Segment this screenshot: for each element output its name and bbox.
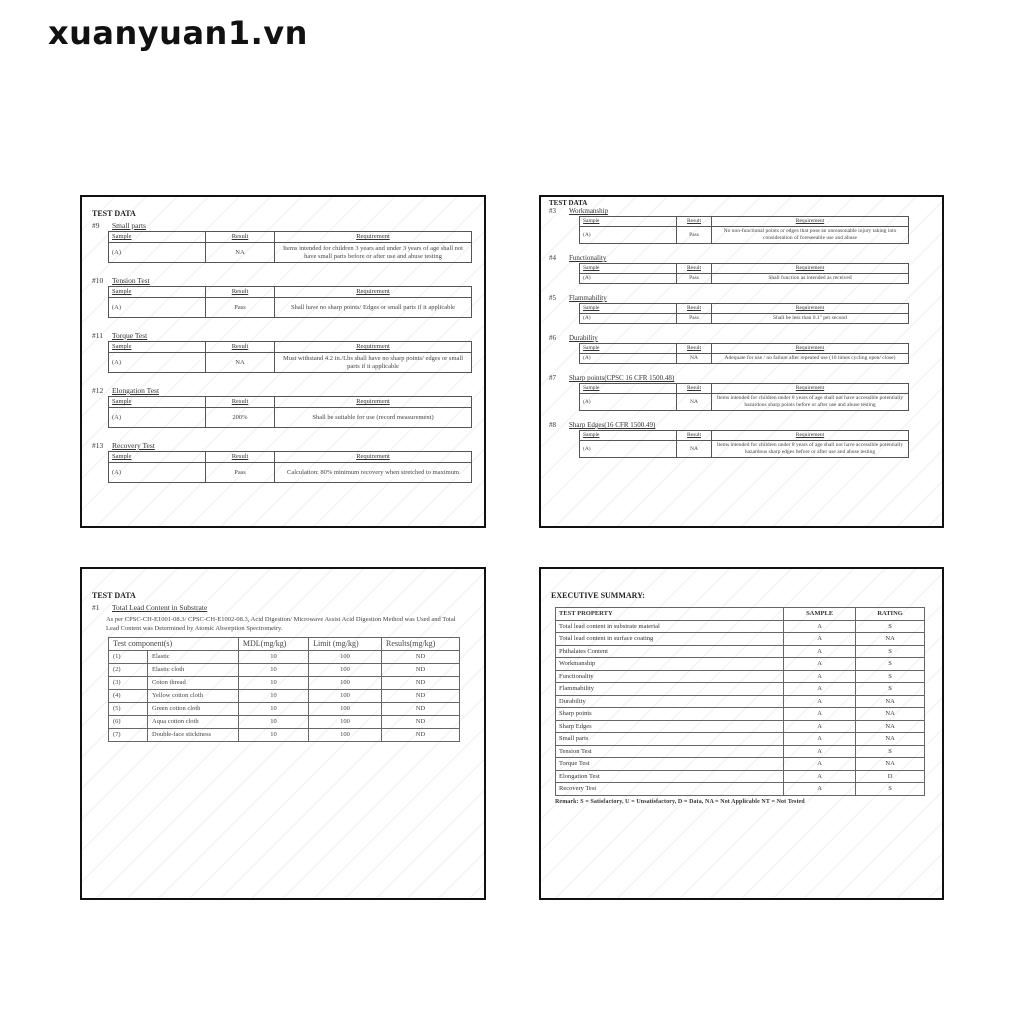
column-header: Result [677,217,712,227]
table-row [109,243,472,263]
sample-cell: (A) [109,408,206,428]
result-cell: Pass [206,463,275,483]
result-table [579,383,909,411]
property-cell: Recovery Test [556,783,784,796]
row-index: (4) [109,690,148,703]
column-header: Sample [109,287,206,298]
property-cell: Sharp Edges [556,720,784,733]
column-header: Result [206,287,275,298]
table-row [109,703,460,716]
component-cell: Yellow cotton cloth [148,690,239,703]
column-header: Requirement [275,452,472,463]
result-cell: NA [206,353,275,373]
requirement-cell: Shall be less than 0.1" per second [712,314,909,324]
result-cell: Pass [206,298,275,318]
test-section [92,386,474,428]
table-row [556,783,925,796]
section-name: Total Lead Content in Substrate [112,603,208,612]
table-row [580,394,909,411]
rating-cell: D [856,770,925,783]
limit-cell: 100 [309,716,382,729]
rating-cell: NA [856,720,925,733]
section-title [549,294,934,303]
column-header: Sample [580,431,677,441]
sample-cell: A [784,683,856,696]
rating-cell: NA [856,633,925,646]
section-number: #11 [92,331,103,340]
section-name: Flammability [569,294,607,302]
sample-cell: A [784,770,856,783]
section-number: #5 [549,294,556,302]
limit-cell: 100 [309,651,382,664]
column-header: Requirement [275,397,472,408]
executive-summary-table [555,607,925,796]
column-header: Result [206,342,275,353]
result-table [579,343,909,364]
section-title [92,603,474,613]
sample-cell: (A) [580,274,677,284]
table-header-row [580,384,909,394]
section-title [549,334,934,343]
table-header-row [580,431,909,441]
row-index: (6) [109,716,148,729]
result-cell: ND [382,703,460,716]
table-header-row [109,452,472,463]
table-row [580,441,909,458]
result-cell: ND [382,651,460,664]
section-name: Workmanship [569,207,609,215]
sample-cell: (A) [580,441,677,458]
test-section [549,421,934,458]
mdl-cell: 10 [238,716,308,729]
table-row [556,695,925,708]
column-header: Sample [580,344,677,354]
column-header: Result [677,431,712,441]
sample-cell: A [784,745,856,758]
table-row [556,658,925,671]
column-header: Result [206,397,275,408]
limit-cell: 100 [309,664,382,677]
column-header: Limit (mg/kg) [309,638,382,651]
sample-cell: (A) [109,353,206,373]
test-section [549,254,934,284]
component-cell: Elastic [148,651,239,664]
rating-cell: NA [856,733,925,746]
column-header: Result [677,344,712,354]
row-index: (1) [109,651,148,664]
mdl-cell: 10 [238,729,308,742]
column-header: Requirement [712,431,909,441]
section-number: #6 [549,334,556,342]
result-cell: Pass [677,274,712,284]
section-name: Elongation Test [112,386,160,395]
property-cell: Torque Test [556,758,784,771]
component-cell: Green cotton cloth [148,703,239,716]
table-row [109,677,460,690]
table-header-row [109,397,472,408]
section-name: Small parts [112,221,146,230]
result-cell: NA [206,243,275,263]
lead-content-table [108,637,460,742]
test-section [92,221,474,263]
table-row [109,298,472,318]
component-cell: Double-face stickiness [148,729,239,742]
result-cell: 200% [206,408,275,428]
table-row [109,651,460,664]
table-row [109,353,472,373]
column-header: Sample [109,342,206,353]
page-heading: TEST DATA [92,591,136,600]
sample-cell: (A) [109,243,206,263]
mdl-cell: 10 [238,664,308,677]
column-header: Requirement [712,384,909,394]
table-row [556,645,925,658]
rating-cell: S [856,783,925,796]
section-title [549,207,934,216]
sample-cell: (A) [580,314,677,324]
method-note: As per CPSC-CH-E1001-08.3/ CPSC-CH-E1002-08.3, Acid Digestion/ Microwave Assist Acid Digestion Method was Used and Total Lead Content was Determined by Atomic Absorption Spectrometry. [106,616,456,632]
column-header: Result [677,264,712,274]
sample-cell: A [784,620,856,633]
sample-cell: A [784,783,856,796]
requirement-cell: Shall be suitable for use (record measurement) [275,408,472,428]
site-watermark: xuanyuan1.vn [48,14,308,52]
table-row [556,670,925,683]
result-table [108,341,472,373]
property-cell: Functionality [556,670,784,683]
section-name: Tension Test [112,276,150,285]
table-row [556,733,925,746]
sample-cell: (A) [109,463,206,483]
rating-cell: NA [856,758,925,771]
mdl-cell: 10 [238,690,308,703]
result-cell: ND [382,664,460,677]
table-row [556,683,925,696]
section-title [92,441,474,451]
table-header-row [580,304,909,314]
rating-cell: NA [856,695,925,708]
column-header: TEST PROPERTY [556,608,784,621]
column-header: Requirement [712,344,909,354]
table-row [580,227,909,244]
test-section [549,207,934,244]
section-number: #9 [92,221,100,230]
table-row [109,664,460,677]
sample-cell: (A) [580,394,677,411]
column-header: Requirement [275,287,472,298]
section-title [92,276,474,286]
table-header-row [109,287,472,298]
result-table [579,303,909,324]
requirement-cell: Must withstand 4.2 in./Lbs shall have no sharp points/ edges or small parts if it applicable [275,353,472,373]
result-cell: NA [677,394,712,411]
column-header: Sample [580,217,677,227]
requirement-cell: Items intended for children 3 years and under 3 years of age shall not have small parts before or after use and abuse testing [275,243,472,263]
table-row [556,745,925,758]
sample-cell: A [784,733,856,746]
requirement-cell: Items intended for children under 8 years of age shall not have accessible potentially hazardous sharp edges before or after use and abuse testing [712,441,909,458]
section-name: Sharp Edges(16 CFR 1500.49) [569,421,656,429]
table-header-row [580,217,909,227]
table-header-row [580,264,909,274]
section-title [549,421,934,430]
column-header: Sample [580,384,677,394]
property-cell: Workmanship [556,658,784,671]
column-header: Result [206,452,275,463]
table-row [556,633,925,646]
table-row [109,408,472,428]
property-cell: Tension Test [556,745,784,758]
component-cell: Elastic cloth [148,664,239,677]
result-cell: NA [677,354,712,364]
table-row [556,758,925,771]
result-table [579,216,909,244]
page-heading: TEST DATA [549,199,588,207]
result-table [108,396,472,428]
limit-cell: 100 [309,677,382,690]
rating-cell: S [856,745,925,758]
section-name: Recovery Test [112,441,155,450]
section-number: #4 [549,254,556,262]
section-name: Sharp points(CPSC 16 CFR 1500.48) [569,374,675,382]
column-header: Result [206,232,275,243]
table-row [109,716,460,729]
column-header: Sample [109,397,206,408]
requirement-cell: Shall have no sharp points/ Edges or small parts if it applicable [275,298,472,318]
section-title [92,331,474,341]
result-cell: ND [382,690,460,703]
property-cell: Flammability [556,683,784,696]
test-section [549,334,934,364]
result-table [579,430,909,458]
result-table [108,286,472,318]
section-number: #7 [549,374,556,382]
property-cell: Phthalates Content [556,645,784,658]
column-header: MDL(mg/kg) [238,638,308,651]
test-section [92,441,474,483]
property-cell: Total lead content in substrate material [556,620,784,633]
table-row [556,770,925,783]
limit-cell: 100 [309,690,382,703]
sample-cell: A [784,645,856,658]
rating-cell: S [856,658,925,671]
test-data-page-small-parts [80,195,486,528]
component-cell: Coton thread [148,677,239,690]
column-header: Requirement [275,342,472,353]
column-header: Result [677,304,712,314]
column-header: Result [677,384,712,394]
section-number: #3 [549,207,556,215]
test-section [549,294,934,324]
section-number: #13 [92,441,104,450]
column-header: Test component(s) [109,638,239,651]
column-header: Requirement [275,232,472,243]
test-section [549,374,934,411]
page-heading: EXECUTIVE SUMMARY: [551,591,645,600]
section-name: Torque Test [112,331,148,340]
result-cell: Pass [677,314,712,324]
rating-cell: NA [856,708,925,721]
sample-cell: A [784,670,856,683]
sample-cell: A [784,708,856,721]
property-cell: Elongation Test [556,770,784,783]
result-cell: ND [382,729,460,742]
mdl-cell: 10 [238,651,308,664]
requirement-cell: Items intended for children under 8 years of age shall not have accessible potentially hazardous sharp points before or after use and abuse testing [712,394,909,411]
sample-cell: (A) [109,298,206,318]
sample-cell: A [784,758,856,771]
section-name: Functionality [569,254,607,262]
limit-cell: 100 [309,729,382,742]
property-cell: Durability [556,695,784,708]
section-number: #1 [92,603,100,612]
section-number: #10 [92,276,104,285]
section-name: Durability [569,334,598,342]
result-cell: NA [677,441,712,458]
sample-cell: A [784,633,856,646]
rating-cell: S [856,645,925,658]
table-row [556,708,925,721]
section-title [92,221,474,231]
table-row [109,690,460,703]
column-header: Requirement [712,304,909,314]
section-title [549,374,934,383]
rating-cell: S [856,620,925,633]
table-header-row [580,344,909,354]
column-header: Requirement [712,217,909,227]
row-index: (3) [109,677,148,690]
column-header: Sample [580,304,677,314]
sample-cell: A [784,658,856,671]
section-title [92,386,474,396]
component-cell: Aqua cotton cloth [148,716,239,729]
property-cell: Small parts [556,733,784,746]
table-header-row [109,232,472,243]
column-header: Results(mg/kg) [382,638,460,651]
requirement-cell: Adequate for use / no failure after repeated use (10 times cycling open/ close) [712,354,909,364]
section-number: #12 [92,386,104,395]
column-header: Sample [580,264,677,274]
column-header: Sample [109,232,206,243]
section-number: #8 [549,421,556,429]
table-row [109,463,472,483]
table-row [556,720,925,733]
rating-cell: S [856,683,925,696]
row-index: (5) [109,703,148,716]
test-data-page-lead-content [80,567,486,900]
test-section [92,331,474,373]
executive-summary-page [539,567,944,900]
requirement-cell: Shall function as intended as received [712,274,909,284]
result-table [579,263,909,284]
sample-cell: (A) [580,354,677,364]
remarks: Remark: S = Satisfactory, U = Unsatisfactory, D = Data, NA = Not Applicable NT = Not Tested [555,798,805,805]
result-cell: ND [382,716,460,729]
table-row [580,354,909,364]
page-heading: TEST DATA [92,209,136,218]
table-row [580,314,909,324]
section-title [549,254,934,263]
column-header: SAMPLE [784,608,856,621]
result-cell: Pass [677,227,712,244]
result-table [108,231,472,263]
property-cell: Total lead content in surface coating [556,633,784,646]
row-index: (2) [109,664,148,677]
result-table [108,451,472,483]
requirement-cell: Calculation: 80% minimum recovery when stretched to maximum [275,463,472,483]
property-cell: Sharp points [556,708,784,721]
test-section [92,276,474,318]
rating-cell: S [856,670,925,683]
table-row [556,620,925,633]
test-data-page-workmanship [539,195,944,528]
sample-cell: (A) [580,227,677,244]
row-index: (7) [109,729,148,742]
table-header-row [109,342,472,353]
mdl-cell: 10 [238,677,308,690]
sample-cell: A [784,720,856,733]
mdl-cell: 10 [238,703,308,716]
column-header: RATING [856,608,925,621]
column-header: Sample [109,452,206,463]
table-row [109,729,460,742]
table-row [580,274,909,284]
sample-cell: A [784,695,856,708]
requirement-cell: No non-functional points or edges that pose an unreasonable injury taking into consideration of foreseeable use and abuse [712,227,909,244]
column-header: Requirement [712,264,909,274]
limit-cell: 100 [309,703,382,716]
result-cell: ND [382,677,460,690]
